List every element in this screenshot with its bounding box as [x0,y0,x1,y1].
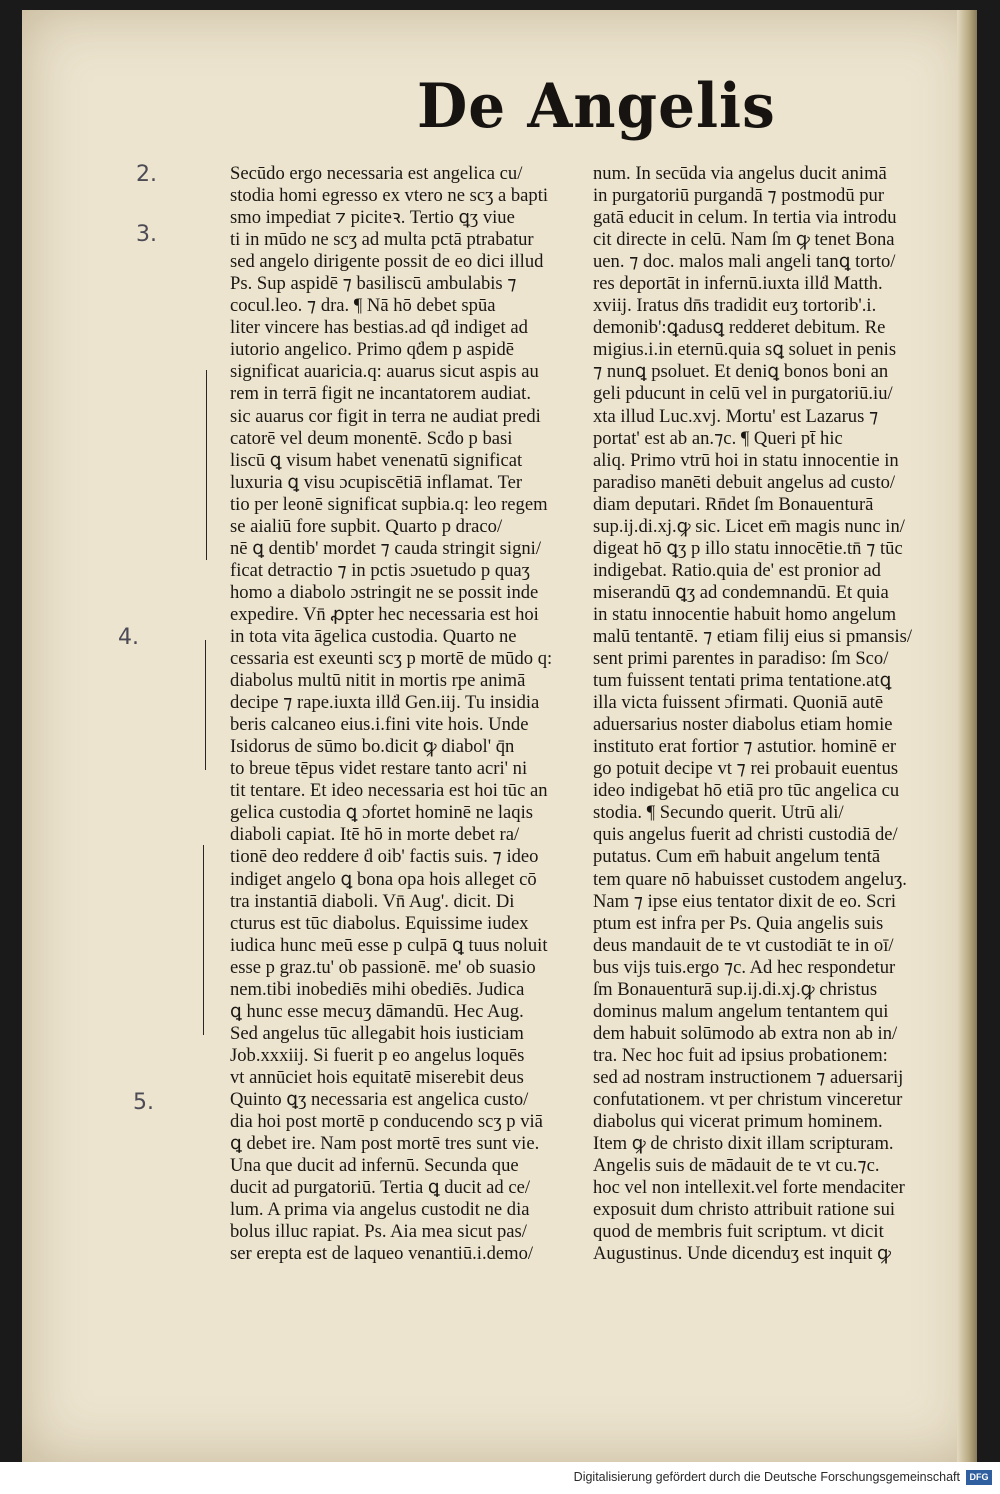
manuscript-page [22,10,977,1462]
text-line: ti in mūdo ne scʒ ad multa pctā ptrabatur [230,229,534,251]
text-line: in statu innocentie habuit homo angelum [593,603,897,625]
text-line: demonib':ꝗadusꝗ redderet debitum. Re [593,317,886,339]
text-line: ꝗ debet ire. Nam post mortē tres sunt vie. [230,1133,540,1155]
text-line: tra. Nec hoc fuit ad ipsius probationem: [593,1044,888,1066]
text-line: decipe ⁊ rape.iuxta illḋ Gen.iij. Tu insidia [230,692,540,714]
text-line: Item ꝙ de christo dixit illam scripturam. [593,1133,894,1155]
text-line: diabolus qui vicerat primum hominem. [593,1111,883,1133]
text-line: cturus est tūc diabolus. Equissime iudex [230,912,529,934]
text-column-right [593,163,978,1265]
text-line: nē ꝗ dentib' mordet ⁊ cauda stringit signi/ [230,537,541,559]
text-line: liter vincere has bestias.ad qḋ indiget ad [230,317,528,339]
text-line: Sed angelus tūc allegabit hois iusticiam [230,1022,524,1044]
text-line: in tota vita āgelica custodia. Quarto ne [230,625,517,647]
text-line: indiget angelo ꝗ bona opa hois alleget cō [230,868,537,890]
text-line: quis angelus fuerit ad christi custodiā de/ [593,824,898,846]
text-line: geli pducunt in celū vel in purgatoriū.iu/ [593,383,893,405]
text-line: tionē deo reddere ḋ oib' factis suis. ⁊ ideo [230,846,539,868]
margin-bracket [203,845,204,1035]
text-line: smo impediat ⁊ piciteꝛ. Tertio ꝗʒ viue [230,207,515,229]
text-line: ſm Bonauenturā sup.ij.di.xj.ꝙ christus [593,978,878,1000]
text-line: instituto erat fortior ⁊ astutior. hominē er [593,736,897,758]
text-line: aliq. Primo vtrū hoi in statu innocentie in [593,449,899,471]
text-line: tit tentare. Et ideo necessaria est hoi tūc an [230,780,548,802]
text-line: quod de membris fuit scriptum. vt dicit [593,1221,884,1243]
text-line: lum. A prima via angelus custodit ne dia [230,1199,530,1221]
text-line: nem.tibi inobediēs mihi obediēs. Judica [230,978,525,1000]
text-line: portat' est ab an.⁊c. ¶ Queri pt̄ hic [593,427,843,449]
text-line: diaboli capiat. Itē hō in morte debet ra/ [230,824,520,846]
margin-note-5: 5. [133,1090,154,1115]
text-line: go potuit decipe vt ⁊ rei probauit euentus [593,758,899,780]
text-line: stodia. ¶ Secundo querit. Utrū ali/ [593,802,844,824]
text-line: sent primi parentes in paradiso: ſm Sco/ [593,648,889,670]
text-line: homo a diabolo ɔstringit ne se possit inde [230,581,539,603]
margin-bracket [205,640,206,770]
text-line: gelica custodia ꝗ ɔfortet hominē ne laqis [230,802,534,824]
text-line: dem habuit solūmodo ab extra non ab in/ [593,1022,898,1044]
text-line: res deportāt in infernū.iuxta illḋ Matth. [593,273,883,295]
page-title: De Angelis [417,70,776,142]
text-line: uen. ⁊ doc. malos mali angeli tanꝗ torto/ [593,251,896,273]
text-line: cessaria est exeunti scʒ p mortē de mūdo q: [230,648,553,670]
text-line: stodia homi egresso ex vtero ne scʒ a bapti [230,185,549,207]
text-line: malū tentantē. ⁊ etiam filij eius si pmansis/ [593,625,913,647]
text-line: ducit ad purgatoriū. Tertia ꝗ ducit ad ce/ [230,1177,530,1199]
text-line: illa victa fuissent ɔfirmati. Quoniā autē [593,692,884,714]
text-line: migius.i.in eternū.quia sꝗ soluet in penis [593,339,897,361]
text-line: diabolus multū nitit in mortis rpe animā [230,670,526,692]
text-line: tum fuissent tentati prima tentatione.atꝗ [593,670,892,692]
text-line: tra instantiā diaboli. Vn̄ Aug'. dicit. Di [230,890,515,912]
footer-credit: Digitalisierung gefördert durch die Deutsche Forschungsgemeinschaft [573,1470,960,1484]
text-line: xviij. Iratus dn̄s tradidit euʒ tortorib'.i. [593,295,877,317]
text-line: Una que ducit ad infernū. Secunda que [230,1155,519,1177]
text-line: se aialiū fore supbit. Quarto p draco/ [230,515,503,537]
dfg-logo: DFG [966,1470,992,1485]
text-line: Isidorus de sūmo bo.dicit ꝙ diabol' q̄n [230,736,515,758]
text-line: ptum est infra per Ps. Quia angelis suis [593,912,884,934]
text-line: sic auarus cor figit in terra ne audiat predi [230,405,541,427]
text-line: Secūdo ergo necessaria est angelica cu/ [230,163,523,184]
text-line: Job.xxxiij. Si fuerit p eo angelus loquēs [230,1044,525,1066]
text-line: Angelis suis de mādauit de te vt cu.⁊c. [593,1155,880,1177]
text-line: iudica hunc meū esse p culpā ꝗ tuus noluit [230,934,548,956]
text-line: sed ad nostram instructionem ⁊ aduersarij [593,1066,904,1088]
text-line: liscū ꝗ visum habet venenatū significat [230,449,523,471]
text-line: digeat hō ꝗʒ p illo statu innocētie.tn̄ ⁊ tūc [593,537,903,559]
text-line: num. In secūda via angelus ducit animā [593,163,887,184]
text-line: rem in terrā figit ne incantatorem audiat. [230,383,531,405]
text-line: putatus. Cum em̄ habuit angelum tentā [593,846,881,868]
text-line: significat auaricia.q: auarus sicut aspis au [230,361,539,383]
margin-note-3: 3. [136,222,157,247]
text-line: bolus illuc rapiat. Ps. Aia mea sicut pas/ [230,1221,527,1243]
text-line: cit directe in celū. Nam ſm ꝙ tenet Bona [593,229,895,251]
text-line: paradiso manēti debuit angelus ad custo/ [593,471,896,493]
text-line: xta illud Luc.xvj. Mortu' est Lazarus ⁊ [593,405,879,427]
footer-bar [0,1462,1000,1494]
text-line: cocul.leo. ⁊ dra. ¶ Nā hō debet spūa [230,295,496,317]
text-line: ⁊ nunꝗ psoluet. Et deniꝗ bonos boni an [593,361,889,383]
text-line: dia hoi post mortē p conducendo scʒ p viā [230,1111,543,1133]
text-line: exposuit dum christo attribuit ratione sui [593,1199,896,1221]
text-line: hoc vel non intellexit.vel forte mendaciter [593,1177,905,1199]
text-line: sed angelo dirigente possit de eo dici illud [230,251,544,273]
text-line: ꝗ hunc esse mecuʒ dāmandū. Hec Aug. [230,1000,524,1022]
text-line: diam deputari. Rn̄det ſm Bonauenturā [593,493,874,515]
text-line: deus mandauit de te vt custodiāt te in oī/ [593,934,894,956]
text-line: beris calcaneo eius.i.fini vite hois. Unde [230,714,529,736]
text-line: to breue tēpus videt restare tanto acri' ni [230,758,528,780]
text-line: Ps. Sup aspidē ⁊ basiliscū ambulabis ⁊ [230,273,517,295]
text-line: in purgatoriū purgandā ⁊ postmodū pur [593,185,885,207]
text-line: ser erepta est de laqueo venantiū.i.demo/ [230,1243,534,1265]
text-line: tem quare nō habuisset custodem angeluʒ. [593,868,907,890]
text-line: dominus malum angelum tentantem qui [593,1000,889,1022]
text-line: sup.ij.di.xj.ꝙ sic. Licet em̄ magis nunc in/ [593,515,905,537]
text-line: esse p graz.tu' ob passionē. me' ob suasio [230,956,536,978]
text-line: gatā educit in celum. In tertia via introdu [593,207,897,229]
text-line: Nam ⁊ ipse eius tentator dixit de eo. Scri [593,890,897,912]
text-line: ideo indigebat hō etiā pro tūc angelica cu [593,780,900,802]
text-line: catorē vel deum monentē. Scḋo p basi [230,427,513,449]
text-line: iutorio angelico. Primo qḋem p aspidē [230,339,515,361]
text-line: bus vijs tuis.ergo ⁊c. Ad hec respondetur [593,956,896,978]
margin-note-2: 2. [136,162,157,187]
text-line: Augustinus. Unde dicenduʒ est inquit ꝙ [593,1243,891,1265]
margin-note-4: 4. [118,625,139,650]
text-line: aduersarius noster diabolus etiam homie [593,714,893,736]
text-line: luxuria ꝗ visu ɔcupiscētiā inflamat. Ter [230,471,523,493]
text-line: miserandū ꝗʒ ad condemnandū. Et quia [593,581,889,603]
text-line: vt annūciet hois equitatē miserebit deus [230,1066,524,1088]
text-column-left [230,163,605,1265]
text-line: ficat detractio ⁊ in pctis ɔsuetudo p quaʒ [230,559,530,581]
text-line: Quinto ꝗʒ necessaria est angelica custo/ [230,1088,529,1110]
margin-bracket [206,370,207,560]
text-line: confutationem. vt per christum vinceretur [593,1088,903,1110]
text-line: indigebat. Ratio.quia de' est pronior ad [593,559,881,581]
text-line: tio per leonē significat supbia.q: leo regem [230,493,548,515]
text-line: expedire. Vn̄ ꝓpter hec necessaria est hoi [230,603,539,625]
